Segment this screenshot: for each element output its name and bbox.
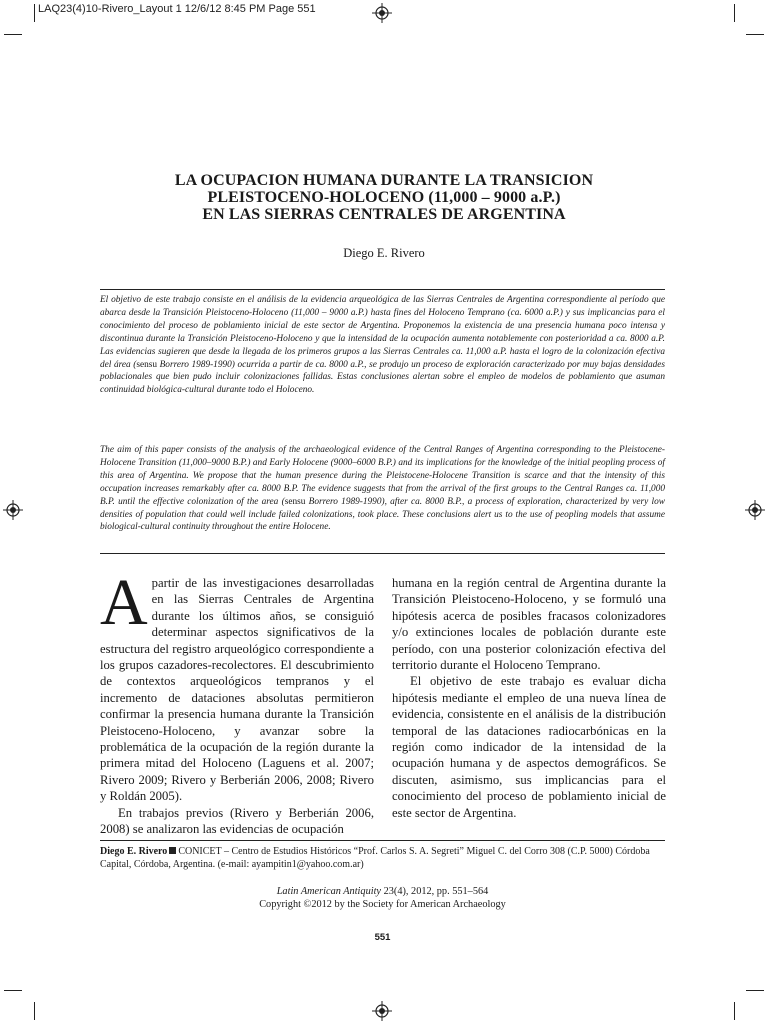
body-column-right [392,575,666,821]
footnote-rule [100,840,665,841]
journal-info [100,885,665,911]
title-line-1: LA OCUPACION HUMANA DURANTE LA TRANSICION [174,172,594,189]
journal-copyright: Copyright ©2012 by the Society for American Archaeology [259,899,506,910]
registration-mark-right-icon [745,500,765,520]
crop-mark-bottom-right-v [734,1002,735,1020]
body-paragraph: El objetivo de este trabajo es evaluar dicha hipótesis mediante el empleo de una nueva línea de evidencia, consistente en el análisis de la distribución temporal de las dataciones radiocarbónicas en la región como indicador de la intensidad de la ocupación humana y de aspectos demográficos. Se discuten, asimismo, sus implicancias para el conocimiento del proceso de poblamiento inicial de este sector de Argentina. [392,674,666,820]
body-paragraph: En trabajos previos (Rivero y Berberián 2006, 2008) se analizaron las evidencias de ocupación [100,805,374,837]
abstract-en-text-1: The aim of this paper consists of the analysis of the archaeological evidence of the Central Ranges of Argentina corresponding to the Pleistocene-Holocene Transition (11,000–9000 B.P.) and Early Holocene (9000–6000 B.P.) and its implications for the knowledge of the initial peopling process of this area of Argentina. We propose that the human presence during the Pleistocene-Holocene Transition is scarce and that the intensity of this occupation increases remarkably after ca. 8000 B.P. The evidence suggests that from the arrival of the first groups to the Central Ranges ca. 11,000 B.P. until the effective colonization of the area ( [100,445,665,507]
body-column-left [100,566,374,838]
drop-cap: A [100,566,148,639]
abstract-es-sensu: sensu [136,359,158,370]
crop-mark-bottom-left-v [34,1002,35,1020]
abstract-top-rule [100,289,665,290]
abstract-es-text-2: Borrero 1989-1990) ocurrida a partir de ca. 8000 a.P., se produjo un proceso de exploración caracterizado por muy bajas densidades poblacionales que bien pudo incluir colonizaciones fallidas. Estas conclusiones alertan sobre el empleo de modelos de poblamiento que asuman continuidad biológica-cultural durante todo el Holoceno. [100,359,665,396]
abstract-bottom-rule [100,553,665,554]
author-affiliation [100,845,665,871]
body-text: partir de las investigaciones desarrolladas en las Sierras Centrales de Argentina durante los últimos años, se consiguió determinar aspectos significativos de la estructura del registro arqueológico correspondiente a los grupos cazadores-recolectores. El descubrimiento de contextos arqueológicos tempranos y el incremento de dataciones absolutas permitieron confirmar la presencia humana durante la Transición Pleistoceno-Holoceno, y avanzar sobre la problemática de la ocupación de la región durante la primera mitad del Holoceno (Laguens et al. 2007; Rivero 2009; Rivero y Berberián 2006, 2008; Rivero y Roldán 2005). [100,576,374,804]
abstract-en-text-2: Borrero 1989-1990), after ca. 8000 B.P., a process of exploration, characterized by very low densities of population that could well include failed colonizations, took place. These conclusions alert us to the use of peopling models that assume biological-cultural continuity throughout the entire Holocene. [100,496,665,533]
crop-mark-bottom-right-h [746,990,764,991]
registration-mark-bottom-icon [372,1001,392,1021]
affiliation-text: CONICET – Centro de Estudios Históricos “Prof. Carlos S. A. Segreti” Miguel C. del Corro 308 (C.P. 5000) Córdoba Capital, Córdoba, Argentina. (e-mail: ayampitin1@yahoo.com.ar) [100,846,650,870]
registration-mark-top-icon [372,3,392,23]
square-bullet-icon [169,847,176,854]
crop-mark-bottom-left-h [4,990,22,991]
title-line-2: PLEISTOCENO-HOLOCENO (11,000 – 9000 a.P.) [207,189,561,206]
journal-citation-text: 23(4), 2012, pp. 551–564 [381,886,489,897]
article-title [100,172,668,223]
abstract-spanish [100,294,665,397]
body-paragraph [100,566,374,805]
abstract-es-text-1: El objetivo de este trabajo consiste en el análisis de la evidencia arqueológica de las Sierras Centrales de Argentina correspondiente al período que abarca desde la Transición Pleistoceno-Holoceno (11,000 – 9000 a.P.) hasta fines del Holoceno Temprano (ca. 6000 a.P.) y sus implicancias para el conocimiento del proceso de poblamiento inicial de este sector de Argentina. Proponemos la existencia de una presencia humana poco intensa y discontinua durante la Transición Pleistoceno-Holoceno y que la intensidad de la ocupación aumenta notablemente con posterioridad a ca. 8000 a.P. Las evidencias sugieren que desde la llegada de los primeros grupos a las Sierras Centrales ca. 11,000 a.P. hasta el logro de la colonización efectiva del área ( [100,295,665,370]
registration-mark-left-icon [3,500,23,520]
crop-mark-top-left-v [34,4,35,22]
page-number: 551 [374,932,391,943]
crop-mark-top-right-v [734,4,735,22]
journal-name: Latin American Antiquity [276,886,382,897]
abstract-en-sensu: sensu [284,496,306,507]
author-name: Diego E. Rivero [343,246,425,260]
body-paragraph: humana en la región central de Argentina durante la Transición Pleistoceno-Holoceno, y se formuló una hipótesis acerca de posibles fracasos colonizadores y/o extinciones locales de población durante este período, con una posterior colonización efectiva del territorio durante el Holoceno Temprano. [392,576,666,673]
affiliation-author-name: Diego E. Rivero [100,846,168,857]
title-line-3: EN LAS SIERRAS CENTRALES DE ARGENTINA [202,206,566,223]
crop-mark-top-right-h [746,34,764,35]
print-slug: LAQ23(4)10-Rivero_Layout 1 12/6/12 8:45 PM Page 551 [38,3,316,15]
crop-mark-top-left-h [4,34,22,35]
abstract-english [100,444,665,534]
journal-citation [100,885,665,898]
